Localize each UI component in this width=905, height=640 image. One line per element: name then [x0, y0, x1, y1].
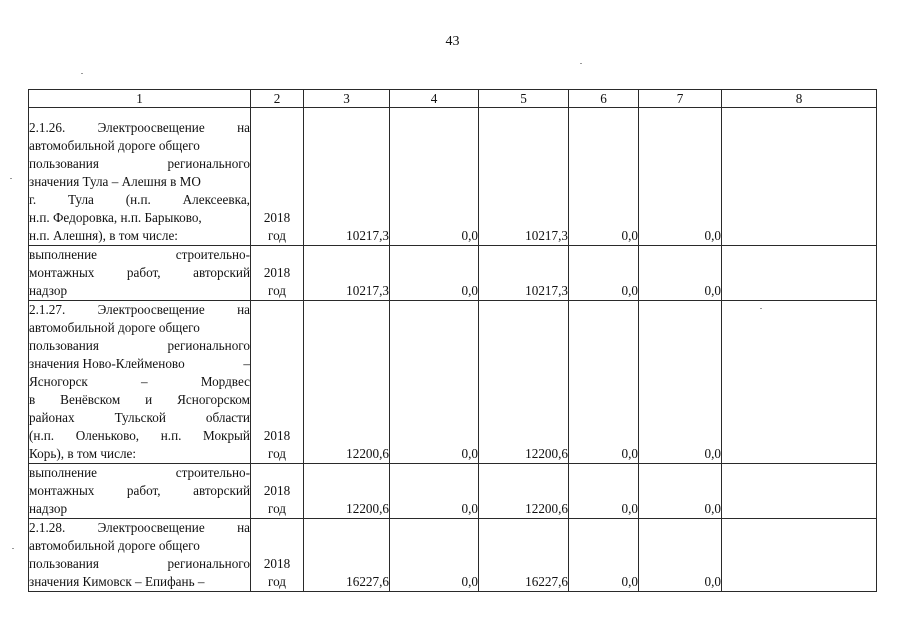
description-word: районах [29, 410, 75, 425]
description-word: н.п. Алешня), в том числе: [29, 228, 178, 243]
scan-speck [580, 63, 582, 64]
value-cell-col6: 0,0 [569, 108, 639, 246]
description-word: монтажных [29, 483, 95, 498]
description-line [29, 209, 250, 227]
column-header: 5 [479, 90, 569, 108]
item-description [29, 246, 251, 301]
scan-speck [12, 548, 14, 549]
description-word: работ, [126, 265, 161, 280]
value-cell-col8 [722, 246, 877, 301]
description-word: выполнение [29, 247, 98, 262]
year-text: 2018 [263, 428, 291, 443]
value-cell-col8 [722, 301, 877, 464]
value-cell-col5: 16227,6 [479, 519, 569, 592]
description-word: 2.1.28. [29, 520, 66, 535]
description-word: регионального [167, 556, 250, 571]
page-number: 43 [445, 34, 460, 49]
item-description [29, 301, 251, 464]
value-cell-col3: 16227,6 [304, 519, 390, 592]
column-header: 7 [639, 90, 722, 108]
description-line [29, 555, 250, 573]
description-word: н.п. Федоровка, н.п. Барыково, [29, 210, 202, 225]
description-line [29, 264, 250, 282]
description-line [29, 445, 250, 463]
column-header: 3 [304, 90, 390, 108]
description-word: автомобильной дороге общего [29, 320, 200, 335]
value-cell-col6: 0,0 [569, 246, 639, 301]
description-word: значения Тула – Алешня в МО [29, 174, 201, 189]
year-text: год [267, 283, 286, 298]
value-cell-col8 [722, 519, 877, 592]
year-cell [251, 108, 304, 246]
table-body [29, 90, 877, 592]
description-word: 2.1.26. [29, 120, 66, 135]
budget-table [28, 89, 877, 592]
description-word: Ясногорск [29, 374, 88, 389]
column-header: 6 [569, 90, 639, 108]
description-word: авторский [193, 265, 250, 280]
item-description [29, 519, 251, 592]
description-line [29, 319, 250, 337]
description-line [29, 391, 250, 409]
description-word: на [237, 520, 250, 535]
table-row [29, 246, 877, 301]
description-line [29, 119, 250, 137]
description-line [29, 373, 250, 391]
column-header: 1 [29, 90, 251, 108]
description-line [29, 137, 250, 155]
description-line [29, 155, 250, 173]
year-text: 2018 [263, 210, 291, 225]
description-line [29, 519, 250, 537]
year-cell [251, 301, 304, 464]
value-cell-col4: 0,0 [390, 301, 479, 464]
description-line [29, 464, 250, 482]
value-cell-col3: 10217,3 [304, 246, 390, 301]
year-text: 2018 [263, 483, 291, 498]
year-cell [251, 519, 304, 592]
value-cell-col7: 0,0 [639, 108, 722, 246]
value-cell-col4: 0,0 [390, 108, 479, 246]
value-cell-col3: 10217,3 [304, 108, 390, 246]
value-cell-col7: 0,0 [639, 301, 722, 464]
value-cell-col5: 10217,3 [479, 246, 569, 301]
value-cell-col7: 0,0 [639, 464, 722, 519]
description-line [29, 282, 250, 300]
description-line [29, 500, 250, 518]
column-header: 2 [251, 90, 304, 108]
item-description [29, 108, 251, 246]
column-header: 8 [722, 90, 877, 108]
year-text: год [267, 228, 286, 243]
description-word: – [243, 356, 250, 371]
table-row [29, 301, 877, 464]
description-line [29, 409, 250, 427]
description-word: Тула [68, 192, 94, 207]
description-line [29, 355, 250, 373]
table-row [29, 519, 877, 592]
year-text: год [267, 574, 286, 589]
column-header: 4 [390, 90, 479, 108]
description-word: 2.1.27. [29, 302, 66, 317]
year-text: год [267, 446, 286, 461]
description-word: (н.п. [29, 428, 55, 443]
description-word: выполнение [29, 465, 98, 480]
description-word: строительно- [175, 465, 250, 480]
item-description [29, 464, 251, 519]
year-cell [251, 246, 304, 301]
table-row [29, 464, 877, 519]
description-word: и [145, 392, 153, 407]
description-word: Корь), в том числе: [29, 446, 137, 461]
description-word: Электроосвещение [97, 520, 205, 535]
description-line [29, 573, 250, 591]
year-cell [251, 464, 304, 519]
description-word: авторский [193, 483, 250, 498]
year-text: 2018 [263, 556, 291, 571]
description-word: Ясногорском [177, 392, 250, 407]
description-word: пользования [29, 556, 99, 571]
description-word: значения Ново-Клейменово [29, 356, 185, 371]
description-word: надзор [29, 501, 68, 516]
description-word: Мордвес [200, 374, 250, 389]
value-cell-col7: 0,0 [639, 246, 722, 301]
scan-speck [10, 178, 12, 179]
value-cell-col8 [722, 464, 877, 519]
value-cell-col4: 0,0 [390, 464, 479, 519]
description-line [29, 173, 250, 191]
description-line [29, 191, 250, 209]
value-cell-col6: 0,0 [569, 519, 639, 592]
description-word: автомобильной дороге общего [29, 138, 200, 153]
description-word: регионального [167, 338, 250, 353]
description-word: монтажных [29, 265, 95, 280]
table-row [29, 108, 877, 246]
description-word: на [237, 302, 250, 317]
description-word: Электроосвещение [97, 120, 205, 135]
year-text: год [267, 501, 286, 516]
value-cell-col4: 0,0 [390, 519, 479, 592]
description-line [29, 537, 250, 555]
description-line [29, 301, 250, 319]
description-word: области [205, 410, 250, 425]
description-word: в [29, 392, 36, 407]
description-word: надзор [29, 283, 68, 298]
description-word: автомобильной дороге общего [29, 538, 200, 553]
value-cell-col5: 12200,6 [479, 301, 569, 464]
scan-speck [760, 308, 762, 309]
description-word: н.п. [160, 428, 182, 443]
description-word: Венёвском [60, 392, 121, 407]
description-word: (н.п. [125, 192, 151, 207]
description-line [29, 246, 250, 264]
description-word: работ, [126, 483, 161, 498]
value-cell-col5: 12200,6 [479, 464, 569, 519]
value-cell-col5: 10217,3 [479, 108, 569, 246]
description-word: регионального [167, 156, 250, 171]
value-cell-col3: 12200,6 [304, 301, 390, 464]
description-word: на [237, 120, 250, 135]
description-line [29, 427, 250, 445]
value-cell-col3: 12200,6 [304, 464, 390, 519]
value-cell-col7: 0,0 [639, 519, 722, 592]
description-word: г. [29, 192, 37, 207]
description-word: пользования [29, 156, 99, 171]
description-word: значения Кимовск – Епифань – [29, 574, 205, 589]
description-word: пользования [29, 338, 99, 353]
description-word: Мокрый [203, 428, 250, 443]
description-word: Тульской [114, 410, 166, 425]
description-word: Электроосвещение [97, 302, 205, 317]
value-cell-col6: 0,0 [569, 464, 639, 519]
description-word: строительно- [175, 247, 250, 262]
value-cell-col8 [722, 108, 877, 246]
scan-speck [81, 73, 83, 74]
value-cell-col6: 0,0 [569, 301, 639, 464]
value-cell-col4: 0,0 [390, 246, 479, 301]
year-text: 2018 [263, 265, 291, 280]
description-line [29, 482, 250, 500]
description-word: Алексеевка, [182, 192, 250, 207]
description-line [29, 337, 250, 355]
description-word: – [140, 374, 148, 389]
header-row [29, 90, 877, 108]
description-word: Оленьково, [75, 428, 140, 443]
description-line [29, 227, 250, 245]
